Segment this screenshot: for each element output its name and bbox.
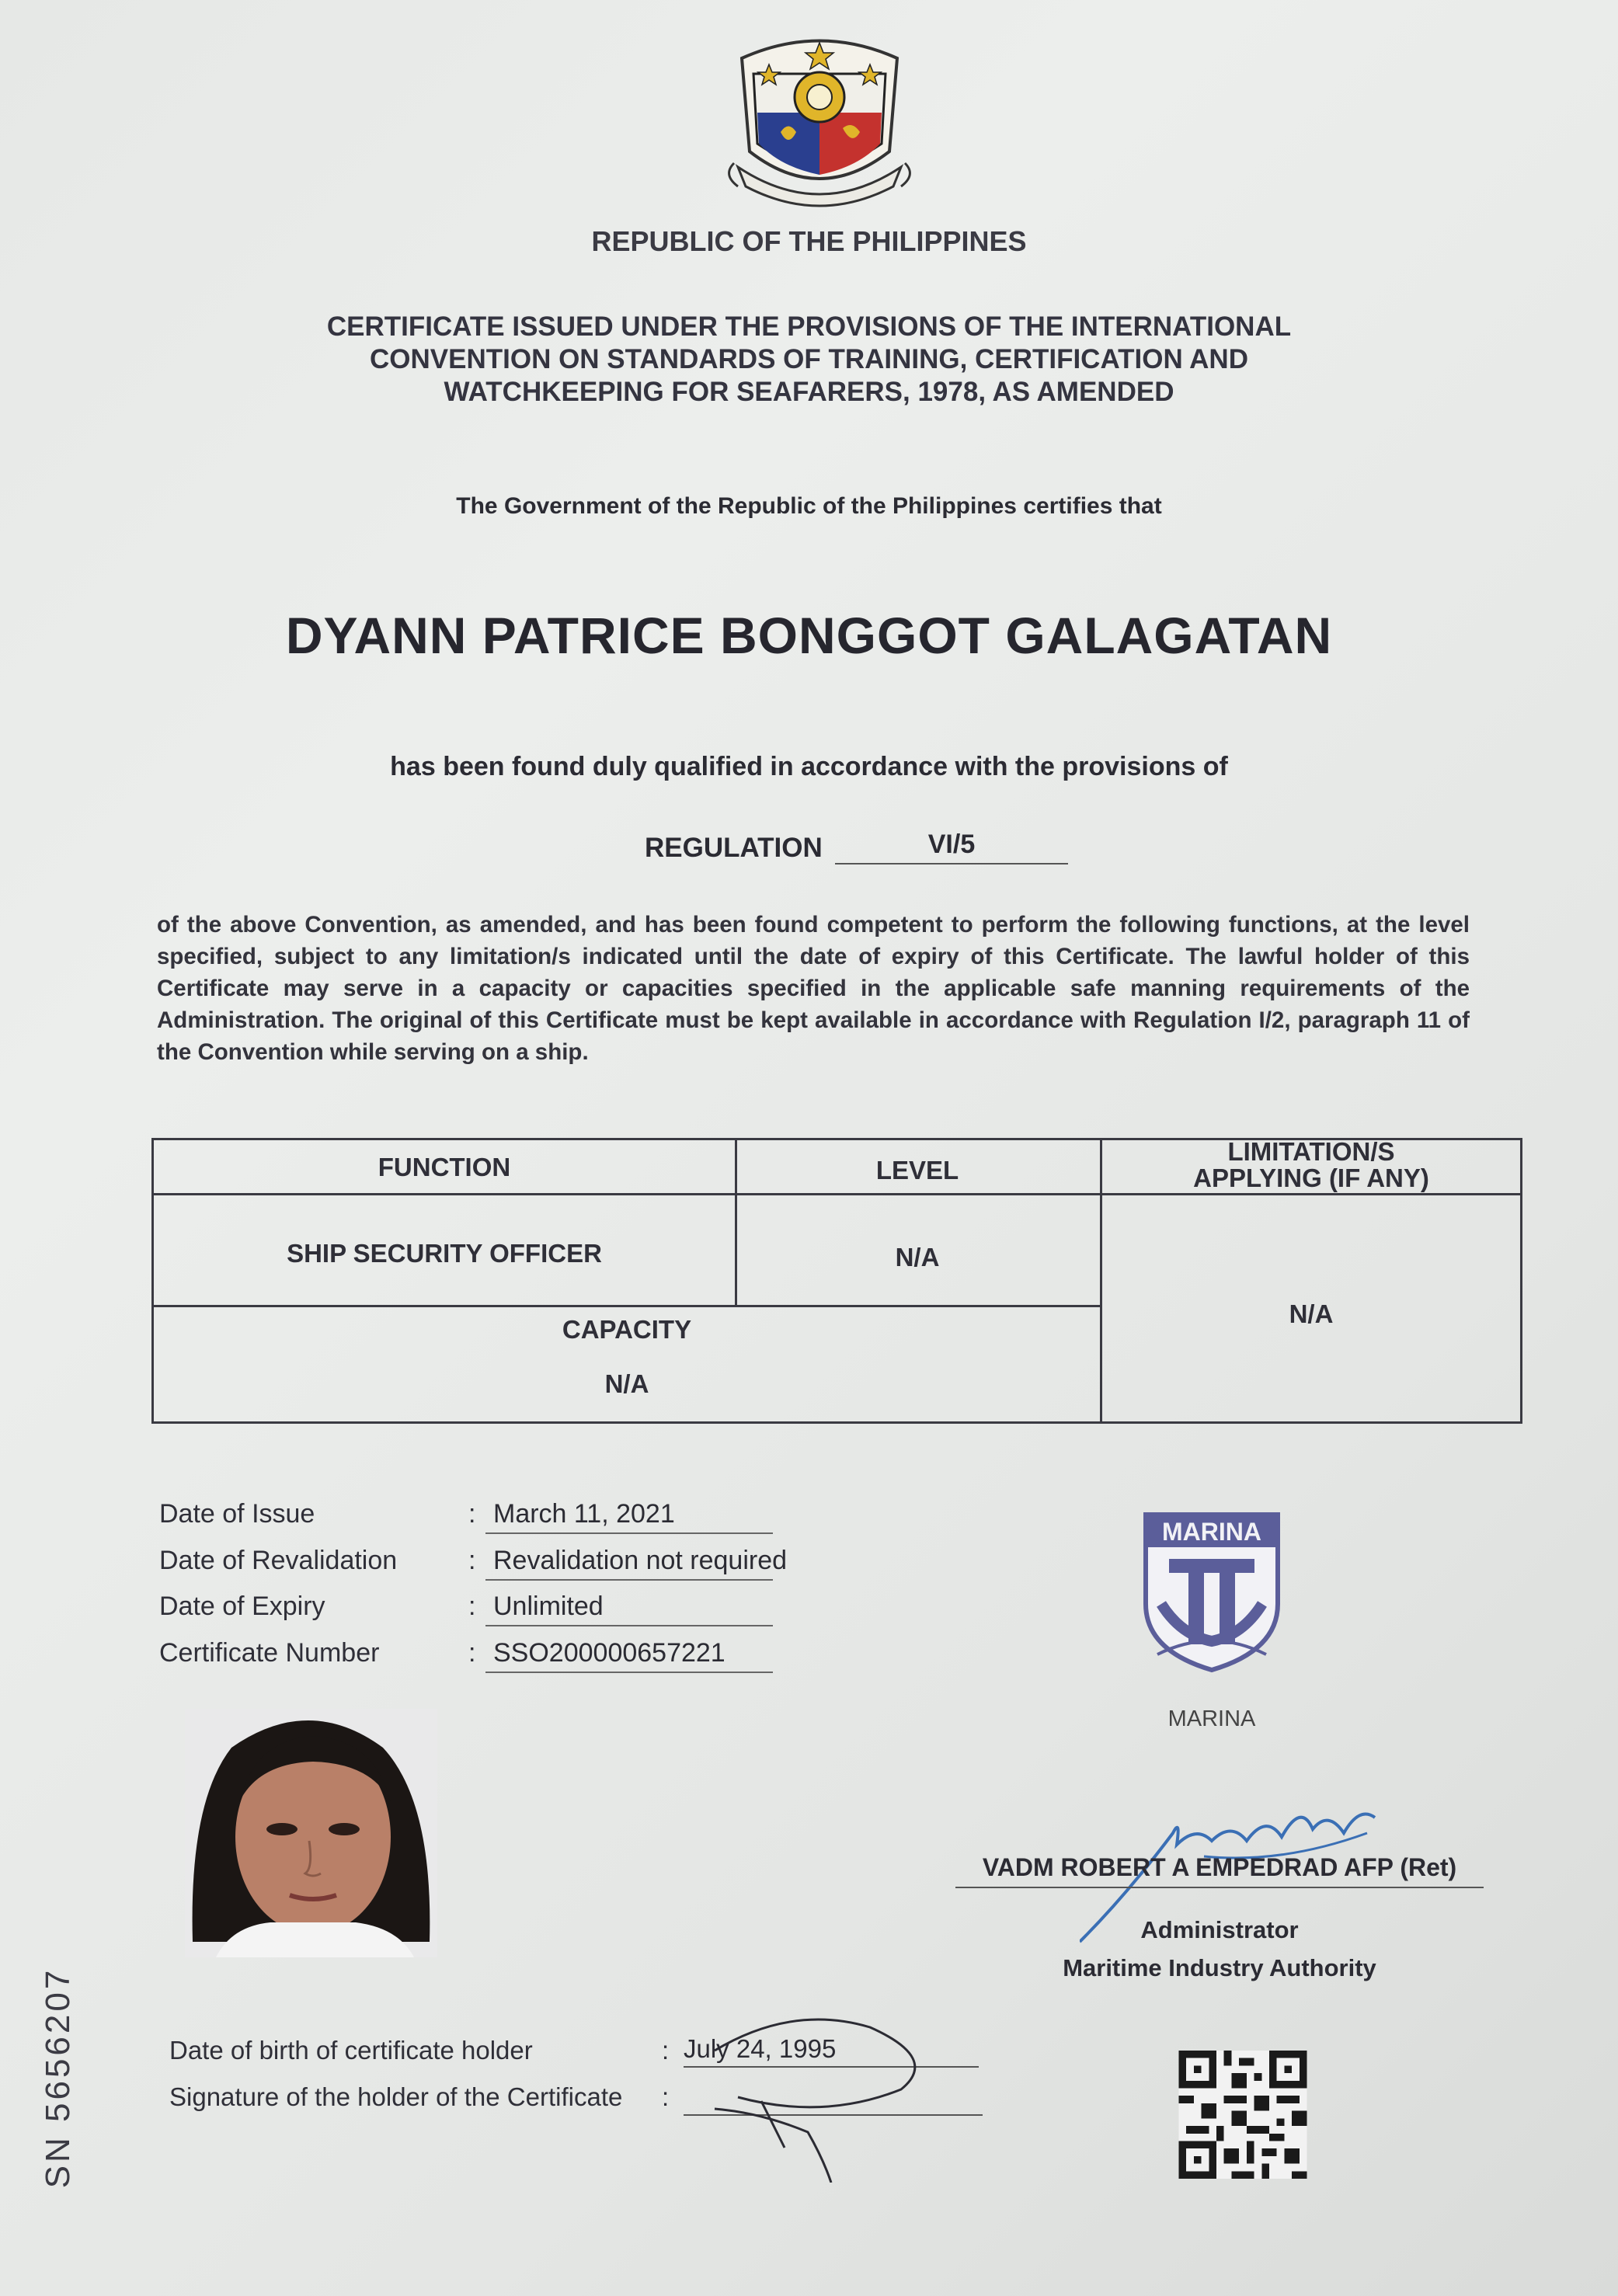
colon: :	[662, 2082, 670, 2111]
capacity-header: CAPACITY	[562, 1315, 692, 1344]
country-heading: REPUBLIC OF THE PHILIPPINES	[591, 225, 1027, 257]
convention-line: CERTIFICATE ISSUED UNDER THE PROVISIONS OF THE INTERNATIONAL	[326, 311, 1292, 342]
serial-number: SN 5656207	[39, 1967, 77, 2189]
regulation-value: VI/5	[835, 830, 1068, 864]
holder-name: DYANN PATRICE BONGGOT GALAGATAN	[285, 607, 1333, 664]
certificate-number-label: Certificate Number	[159, 1638, 380, 1668]
certifies-statement: The Government of the Republic of the Philippines certifies that	[456, 493, 1162, 519]
function-value: SHIP SECURITY OFFICER	[287, 1239, 602, 1268]
limitation-header-line: APPLYING (IF ANY)	[1193, 1164, 1429, 1192]
colon: :	[468, 1546, 476, 1575]
marina-logo-text: MARINA	[1162, 1518, 1261, 1546]
functions-table	[151, 1138, 1522, 1424]
competence-paragraph: of the above Convention, as amended, and has been found competent to perform the following functions, at the level specified, subject to any limitation/s indicated until the date of expiry of this Certificate. The lawful holder of this Certificate may serve in a capacity or capacities specified in the applicable safe manning requirements of the Administration. The original of this Certificate must be kept available in accordance with Regulation I/2, paragraph 11 of the Convention while serving on a ship.	[157, 912, 1470, 1065]
revalidation-date-label: Date of Revalidation	[159, 1546, 398, 1575]
convention-line: WATCHKEEPING FOR SEAFARERS, 1978, AS AMENDED	[444, 377, 1174, 407]
holder-photo	[185, 1709, 437, 1957]
administrator-organization: Maritime Industry Authority	[1063, 1954, 1376, 1981]
issue-date-label: Date of Issue	[159, 1499, 315, 1529]
convention-line: CONVENTION ON STANDARDS OF TRAINING, CERTIFICATION AND	[370, 344, 1248, 374]
philippine-seal-icon	[726, 27, 913, 221]
holder-signature-label: Signature of the holder of the Certificate	[169, 2082, 623, 2111]
limitation-value: N/A	[1289, 1299, 1334, 1328]
dob-label: Date of birth of certificate holder	[169, 2036, 533, 2065]
level-header: LEVEL	[875, 1156, 959, 1185]
expiry-date-label: Date of Expiry	[159, 1592, 325, 1621]
colon: :	[468, 1499, 476, 1529]
regulation-label: REGULATION	[645, 833, 823, 863]
administrator-name: VADM ROBERT A EMPEDRAD AFP (Ret)	[955, 1853, 1484, 1888]
expiry-date-value: Unlimited	[485, 1592, 773, 1626]
level-value: N/A	[895, 1243, 940, 1271]
issue-date-value: March 11, 2021	[485, 1499, 773, 1534]
colon: :	[468, 1638, 476, 1668]
limitation-header	[1100, 1139, 1522, 1191]
marina-caption: MARINA	[1167, 1706, 1256, 1731]
administrator-title: Administrator	[1140, 1916, 1299, 1943]
holder-signature	[668, 2004, 948, 2183]
dob-value: July 24, 1995	[684, 2034, 979, 2068]
convention-heading	[0, 311, 1618, 409]
marina-logo-icon	[1142, 1511, 1282, 1674]
colon: :	[468, 1592, 476, 1621]
revalidation-date-value: Revalidation not required	[485, 1546, 773, 1581]
limitation-header-line: LIMITATION/S	[1227, 1137, 1395, 1166]
certificate-number-value: SSO200000657221	[485, 1638, 773, 1673]
colon: :	[662, 2036, 670, 2065]
qr-code-icon	[1177, 2051, 1309, 2179]
capacity-value: N/A	[604, 1369, 649, 1398]
qualified-statement: has been found duly qualified in accordance with the provisions of	[390, 752, 1228, 781]
function-header: FUNCTION	[378, 1153, 511, 1181]
